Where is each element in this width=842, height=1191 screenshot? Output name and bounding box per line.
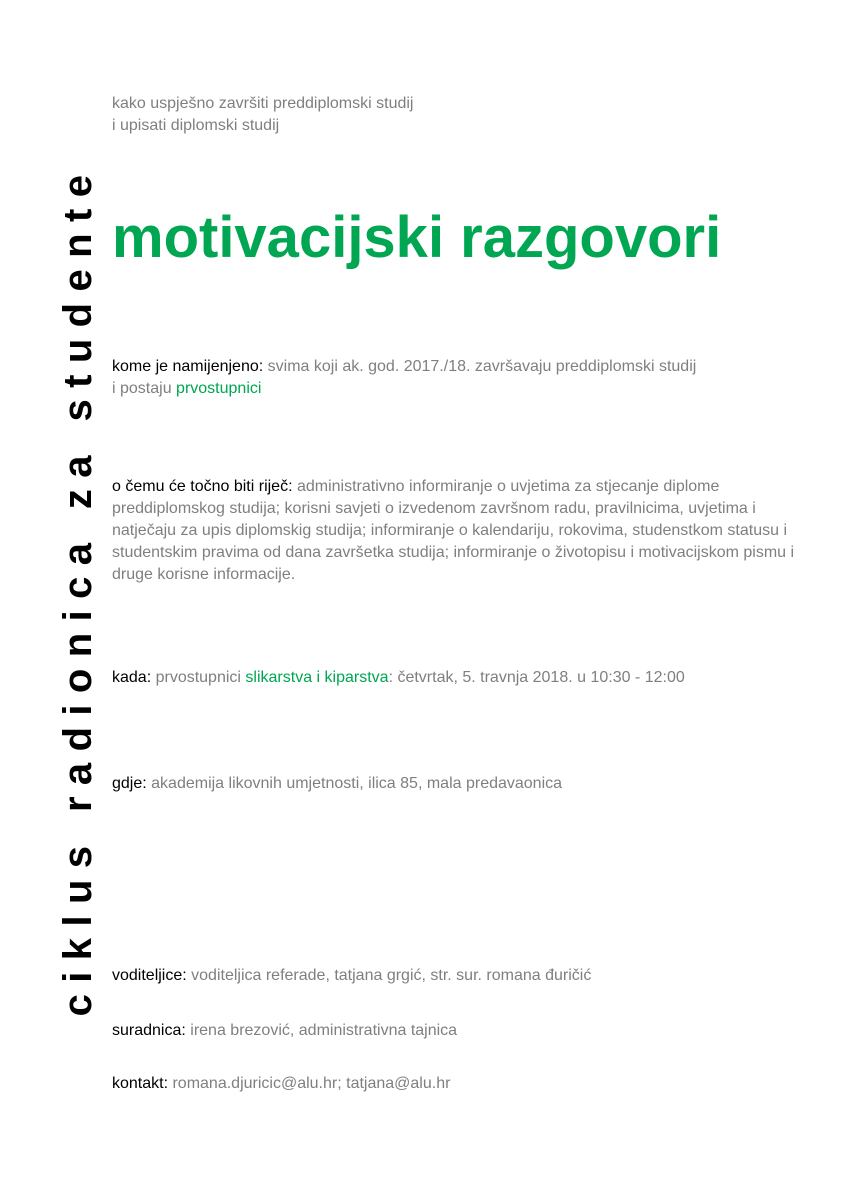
topics-text: administrativno informiranje o uvjetima za stjecanje diplome preddiplomskog studija; korisni savjeti o izvedenom završnom radu, pravilnicima, uvjetima i natječaju za upis diplomskig studija; informiranje o kalendariju, rokovima, studenstkom statusu i studentskim pravima od dana završetka studija; informiranje o životopisu i motivacijskom pismu i druge korisne informacije. bbox=[112, 478, 795, 583]
page-title: motivacijski razgovori bbox=[112, 205, 722, 270]
subtitle-line-1: kako uspješno završiti preddiplomski studij bbox=[112, 95, 414, 112]
audience-text: svima koji ak. god. 2017./18. završavaju preddiplomski studij bbox=[263, 358, 697, 375]
when-text-1: prvostupnici bbox=[151, 669, 246, 686]
leaders-section bbox=[112, 965, 812, 987]
where-label: gdje: bbox=[112, 775, 147, 792]
topics-label: o čemu će točno biti riječ: bbox=[112, 478, 293, 495]
assistant-label: suradnica: bbox=[112, 1022, 186, 1039]
audience-line-1 bbox=[112, 356, 812, 378]
audience-line-2 bbox=[112, 378, 812, 400]
audience-section bbox=[112, 356, 812, 400]
subtitle-line-2: i upisati diplomski studij bbox=[112, 117, 280, 134]
contact-text: romana.djuricic@alu.hr; tatjana@alu.hr bbox=[168, 1075, 451, 1092]
when-text-2: : četvrtak, 5. travnja 2018. u 10:30 - 12:00 bbox=[388, 669, 685, 686]
assistant-text: irena brezović, administrativna tajnica bbox=[185, 1022, 458, 1039]
contact-label: kontakt: bbox=[112, 1075, 169, 1092]
audience-highlight: prvostupnici bbox=[176, 380, 262, 397]
when-section bbox=[112, 667, 812, 689]
topics-section bbox=[112, 476, 802, 586]
audience-label: kome je namijenjeno: bbox=[112, 358, 264, 375]
vertical-series-title: ciklus radionica za studente bbox=[56, 163, 100, 1017]
audience-text-2: i postaju bbox=[112, 380, 177, 397]
subtitle bbox=[112, 93, 812, 137]
leaders-text: voditeljica referade, tatjana grgić, str. sur. romana đuričić bbox=[186, 967, 592, 984]
where-text: akademija likovnih umjetnosti, ilica 85, mala predavaonica bbox=[146, 775, 563, 792]
assistant-section bbox=[112, 1020, 812, 1042]
where-section bbox=[112, 773, 812, 795]
when-highlight: slikarstva i kiparstva bbox=[245, 669, 389, 686]
contact-section bbox=[112, 1073, 812, 1095]
when-label: kada: bbox=[112, 669, 152, 686]
leaders-label: voditeljice: bbox=[112, 967, 187, 984]
